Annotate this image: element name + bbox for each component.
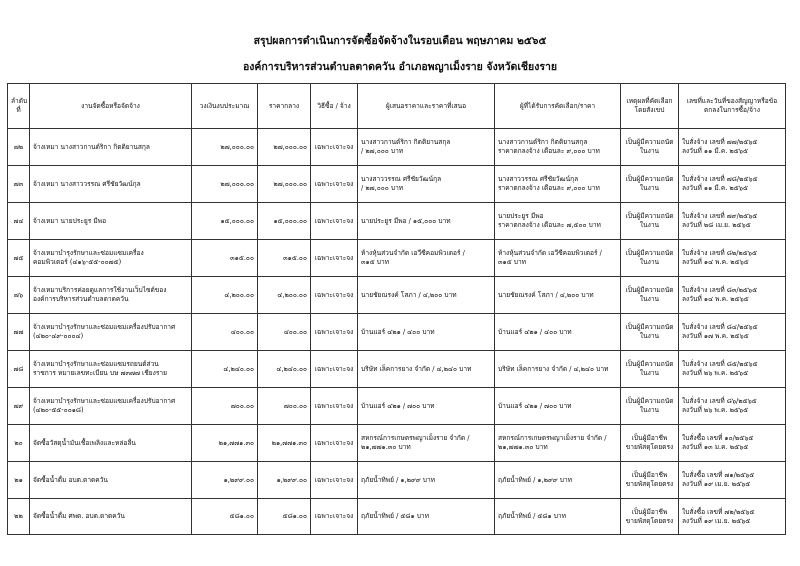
cell-winner — [495, 277, 621, 314]
cell-reason — [621, 425, 679, 462]
cell-no: ๗๘ — [8, 351, 30, 388]
cell-reason-line: ในงาน — [639, 221, 660, 229]
cell-contract-line: ใบสั่งจ้าง เลขที่ ๘๔/๒๕๖๕ — [682, 323, 758, 331]
cell-no: ๒๑ — [8, 462, 30, 499]
cell-item — [30, 166, 192, 203]
cell-bidders — [358, 129, 495, 166]
table-row — [8, 462, 786, 499]
cell-reason — [621, 314, 679, 351]
cell-item — [30, 425, 192, 462]
table-row — [8, 388, 786, 425]
cell-method: เฉพาะเจาะจง — [311, 129, 358, 166]
cell-winner-line: บ้านแอร์ ๔๒๑ / ๔๐๐ บาท — [498, 327, 572, 336]
cell-reason-line: เป็นผู้มีความถนัด — [625, 175, 674, 183]
cell-contract-line: ใบสั่งจ้าง เลขที่ ๗๗/๒๕๖๕ — [682, 138, 758, 146]
cell-reason — [621, 240, 679, 277]
cell-bidders — [358, 462, 495, 499]
cell-contract-line: ใบสั่งจ้าง เลขที่ ๘๕/๒๕๖๕ — [682, 360, 758, 368]
cell-winner — [495, 240, 621, 277]
cell-reason-line: เป็นผู้มีความถนัด — [625, 323, 674, 331]
cell-bidders-line: นายชัยณรงค์ โสภา / ๔,๒๐๐ บาท — [361, 290, 457, 299]
cell-item-line: (๔๒๐-๔๙-๐๐๐๔) — [33, 332, 84, 340]
cell-contract-line: ลงวันที่ ๑๑ มี.ค. ๒๕๖๕ — [682, 147, 748, 155]
cell-contract-line: ลงวันที่ ๑๓ ม.ค. ๒๕๖๕ — [682, 443, 749, 451]
cell-contract — [679, 351, 786, 388]
cell-bidders — [358, 203, 495, 240]
col-contract-header: เลขที่และวันที่ของสัญญาหรือข้อตกลงในการซื้อ/จ้าง — [679, 84, 786, 129]
cell-contract — [679, 277, 786, 314]
cell-budget: ๔,๒๐๐.๐๐ — [192, 277, 258, 314]
cell-bidders-line: นายประยูร มีพอ / ๑๕,๐๐๐ บาท — [361, 216, 451, 225]
cell-reason-line: เป็นผู้มีความถนัด — [625, 360, 674, 368]
cell-winner-line: บ้านแอร์ ๔๒๑ / ๗๐๐ บาท — [498, 401, 572, 410]
cell-item — [30, 351, 192, 388]
cell-winner-line: ๒๑,๗๗๑.๓๐ บาท — [498, 443, 548, 451]
cell-bidders — [358, 388, 495, 425]
table-row — [8, 425, 786, 462]
cell-reason-line: เป็นผู้มีความถนัด — [625, 138, 674, 146]
cell-reason-line: ในงาน — [639, 184, 660, 192]
cell-contract-line: ลงวันที่ ๑๗ พ.ค. ๒๕๖๕ — [682, 332, 749, 340]
cell-bidders-line: / ๒๗,๐๐๐ บาท — [361, 184, 404, 192]
cell-method: เฉพาะเจาะจง — [311, 351, 358, 388]
cell-item-line: จ้างเหมาบำรุงรักษาและซ่อมแซมเครื่องปรับอากาศ — [33, 397, 176, 405]
cell-contract-line: ลงวันที่ ๒๘ เม.ย. ๒๕๖๕ — [682, 221, 751, 229]
procurement-table — [7, 83, 786, 535]
cell-bidders-line: / ๒๗,๐๐๐ บาท — [361, 147, 404, 155]
table-row — [8, 277, 786, 314]
cell-method: เฉพาะเจาะจง — [311, 499, 358, 535]
cell-budget: ๕๘๑.๐๐ — [192, 499, 258, 535]
cell-item-line: จ้างเหมา นางสาวกานต์ริกา กิตติยานสกุล — [33, 142, 150, 151]
col-reason-header: เหตุผลที่คัดเลือกโดยสังเขป — [621, 84, 679, 129]
cell-reason-line: ในงาน — [639, 369, 660, 377]
cell-item — [30, 499, 192, 535]
cell-contract-line: ใบสั่งจ้าง เลขที่ ๘๖/๒๕๖๕ — [682, 397, 757, 405]
cell-winner-line: นางสาวกานต์ริกา กิตติยานสกุล — [498, 138, 588, 146]
cell-reason — [621, 499, 679, 535]
cell-winner — [495, 425, 621, 462]
cell-winner-line: สหกรณ์การเกษตรพญาเม็งราย จำกัด / — [498, 434, 607, 442]
cell-contract-line: ลงวันที่ ๒๖ พ.ค. ๒๕๖๕ — [682, 406, 749, 414]
cell-bidders-line: บ้านแอร์ ๔๒๑ / ๔๐๐ บาท — [361, 327, 435, 336]
cell-no: ๗๖ — [8, 277, 30, 314]
cell-item-line: จ้างเหมาบำรุงรักษาและซ่อมแซมรถยนต์ส่วน — [33, 360, 159, 368]
cell-reason — [621, 166, 679, 203]
cell-no: ๗๕ — [8, 240, 30, 277]
cell-winner-line: บริษัท เล็คการยาง จำกัด / ๔,๒๔๐ บาท — [498, 364, 609, 373]
cell-budget: ๒๗,๐๐๐.๐๐ — [192, 166, 258, 203]
cell-reason-line: ขายพัสดุโดยตรง — [625, 516, 674, 525]
cell-method: เฉพาะเจาะจง — [311, 277, 358, 314]
cell-contract — [679, 425, 786, 462]
cell-item-line: จ้างเหมา นายประยูร มีพอ — [33, 216, 107, 225]
cell-bidders — [358, 240, 495, 277]
cell-reason-line: ในงาน — [639, 332, 660, 340]
cell-reason-line: เป็นผู้มีอาชีพ — [631, 471, 668, 479]
cell-reason-line: ในงาน — [639, 258, 660, 266]
cell-item-line: (๔๒๐-๕๕-๐๐๑๘) — [33, 406, 84, 414]
cell-reason-line: ขายพัสดุโดยตรง — [625, 443, 674, 451]
cell-budget: ๒๑,๗๗๑.๓๐ — [192, 425, 258, 462]
cell-bidders-line: ๒๑,๗๗๑.๓๐ บาท — [361, 443, 411, 451]
cell-median: ๑,๒๙๙.๐๐ — [258, 462, 311, 499]
cell-item-line: องค์การบริหารส่วนตำบลตาดควัน — [33, 295, 129, 303]
table-row — [8, 499, 786, 535]
cell-reason-line: ขายพัสดุโดยตรง — [625, 480, 674, 488]
cell-winner-line: ราคาตกลงจ้าง เดือนละ ๙,๐๐๐ บาท — [498, 184, 600, 192]
table-row — [8, 129, 786, 166]
col-no-header: ลำดับที่ — [8, 84, 30, 129]
cell-budget: ๑,๒๙๙.๐๐ — [192, 462, 258, 499]
cell-contract — [679, 240, 786, 277]
cell-median: ๕๘๑.๐๐ — [258, 499, 311, 535]
cell-bidders-line: บ้านแอร์ ๔๒๑ / ๗๐๐ บาท — [361, 401, 435, 410]
cell-median: ๔,๒๐๐.๐๐ — [258, 277, 311, 314]
cell-item-line: ราชการ หมายเลขทะเบียน บษ ๗๓๗๗ เชียงราย — [33, 369, 167, 377]
cell-reason-line: เป็นผู้มีความถนัด — [625, 286, 674, 294]
cell-contract-line: ลงวันที่ ๒๖ พ.ค. ๒๕๖๕ — [682, 369, 749, 377]
cell-winner-line: ห้างหุ้นส่วนจำกัด เอวีซีคอมพิวเตอร์ / — [498, 249, 602, 257]
cell-budget: ๔๐๐.๐๐ — [192, 314, 258, 351]
cell-method: เฉพาะเจาะจง — [311, 203, 358, 240]
cell-contract-line: ใบสั่งจ้าง เลขที่ ๘๓/๒๕๖๕ — [682, 286, 758, 294]
cell-contract-line: ใบสั่งซื้อ เลขที่ ๗๒/๒๕๖๕ — [682, 507, 755, 516]
cell-item-line: จัดซื้อน้ำดื่ม ศพด. อบต.ตาดควัน — [33, 512, 125, 520]
cell-contract — [679, 203, 786, 240]
cell-winner-line: ราคาตกลงจ้าง เดือนละ ๗,๕๐๐ บาท — [498, 221, 601, 229]
cell-item — [30, 388, 192, 425]
table-row — [8, 203, 786, 240]
cell-winner-line: ๓๑๕ บาท — [498, 258, 527, 266]
cell-contract — [679, 129, 786, 166]
cell-budget: ๑๕,๐๐๐.๐๐ — [192, 203, 258, 240]
cell-reason — [621, 129, 679, 166]
cell-reason — [621, 388, 679, 425]
cell-item-line: จ้างเหมาบำรุงรักษาและซ่อมแซมเครื่องปรับอากาศ — [33, 323, 176, 331]
cell-winner — [495, 499, 621, 535]
table-row — [8, 314, 786, 351]
cell-reason — [621, 277, 679, 314]
table-header-row — [8, 84, 786, 129]
cell-winner-line: ฤภัยน้ำทิพย์ / ๑,๒๙๙ บาท — [498, 475, 572, 484]
cell-contract-line: ใบสั่งจ้าง เลขที่ ๘๒/๒๕๖๕ — [682, 249, 757, 257]
cell-contract-line: ลงวันที่ ๑๙ เม.ย. ๒๕๖๕ — [682, 516, 751, 525]
cell-bidders-line: นางสาววรรณ ศรีชัยวัฒน์กุล — [361, 175, 442, 183]
cell-contract-line: ใบสั่งซื้อ เลขที่ ๗๑/๒๕๖๕ — [682, 471, 755, 479]
cell-winner-line: นายชัยณรงค์ โสภา / ๔,๒๐๐ บาท — [498, 290, 594, 299]
cell-winner-line: นางสาววรรณ ศรีชัยวัฒน์กุล — [498, 175, 579, 183]
cell-bidders-line: ห้างหุ้นส่วนจำกัด เอวีซีคอมพิวเตอร์ / — [361, 249, 465, 257]
cell-reason-line: เป็นผู้มีอาชีพ — [631, 507, 668, 516]
cell-contract — [679, 462, 786, 499]
cell-bidders-line: ๓๑๕ บาท — [361, 258, 390, 266]
cell-item — [30, 203, 192, 240]
cell-contract — [679, 314, 786, 351]
cell-reason-line: เป็นผู้มีอาชีพ — [631, 434, 668, 442]
cell-reason — [621, 351, 679, 388]
cell-winner-line: ราคาตกลงจ้าง เดือนละ ๙,๐๐๐ บาท — [498, 147, 600, 155]
cell-contract-line: ใบสั่งจ้าง เลขที่ ๗๘/๒๕๖๕ — [682, 175, 758, 183]
cell-winner — [495, 462, 621, 499]
table-row — [8, 166, 786, 203]
cell-item-line: จ้างเหมาบริการค่อยดูแลการใช้งานเว็บไซต์ของ — [33, 286, 167, 294]
cell-no: ๗๗ — [8, 314, 30, 351]
cell-no: ๒๐ — [8, 425, 30, 462]
cell-bidders — [358, 314, 495, 351]
cell-budget: ๒๗,๐๐๐.๐๐ — [192, 129, 258, 166]
cell-item — [30, 314, 192, 351]
cell-bidders — [358, 351, 495, 388]
cell-median: ๒๑,๗๗๑.๓๐ — [258, 425, 311, 462]
cell-method: เฉพาะเจาะจง — [311, 462, 358, 499]
cell-method: เฉพาะเจาะจง — [311, 314, 358, 351]
cell-method: เฉพาะเจาะจง — [311, 425, 358, 462]
cell-median: ๓๑๕.๐๐ — [258, 240, 311, 277]
cell-winner — [495, 203, 621, 240]
cell-winner-line: นายประยูร มีพอ — [498, 212, 544, 220]
cell-median: ๗๐๐.๐๐ — [258, 388, 311, 425]
cell-item-line: จัดซื้อน้ำดื่ม อบต.ตาดควัน — [33, 475, 108, 484]
cell-budget: ๗๐๐.๐๐ — [192, 388, 258, 425]
col-winner-header: ผู้ที่ได้รับการคัดเลือก/ราคา — [495, 84, 621, 129]
cell-budget: ๓๑๕.๐๐ — [192, 240, 258, 277]
cell-median: ๑๕,๐๐๐.๐๐ — [258, 203, 311, 240]
col-bidders-header: ผู้เสนอราคาและราคาที่เสนอ — [358, 84, 495, 129]
cell-reason-line: ในงาน — [639, 295, 660, 303]
cell-item-line: จ้างเหมาบำรุงรักษาและซ่อมแซมเครื่อง — [33, 249, 144, 257]
document-subtitle: องค์การบริหารส่วนตำบลตาดควัน อำเภอพญาเม็งราย จังหวัดเชียงราย — [242, 61, 558, 73]
cell-winner — [495, 166, 621, 203]
cell-winner — [495, 314, 621, 351]
cell-item — [30, 277, 192, 314]
cell-bidders — [358, 166, 495, 203]
cell-bidders-line: ฤภัยน้ำทิพย์ / ๑,๒๙๙ บาท — [361, 475, 435, 484]
col-method-header: วิธีซื้อ / จ้าง — [311, 84, 358, 129]
cell-contract-line: ลงวันที่ ๑๑ มี.ค. ๒๕๖๕ — [682, 184, 748, 192]
cell-item — [30, 240, 192, 277]
col-median-header: ราคากลาง — [258, 84, 311, 129]
cell-budget: ๔,๒๔๐.๐๐ — [192, 351, 258, 388]
cell-contract-line: ใบสั่งซื้อ เลขที่ ๑๐/๒๕๖๕ — [682, 434, 754, 442]
cell-median: ๔,๒๔๐.๐๐ — [258, 351, 311, 388]
cell-reason-line: เป็นผู้มีความถนัด — [625, 397, 674, 405]
cell-winner — [495, 351, 621, 388]
cell-contract — [679, 499, 786, 535]
cell-no: ๗๓ — [8, 166, 30, 203]
cell-method: เฉพาะเจาะจง — [311, 240, 358, 277]
cell-bidders-line: ฤภัยน้ำทิพย์ / ๕๘๑ บาท — [361, 512, 429, 520]
cell-contract — [679, 166, 786, 203]
cell-bidders-line: บริษัท เล็คการยาง จำกัด / ๔,๒๔๐ บาท — [361, 364, 472, 373]
cell-method: เฉพาะเจาะจง — [311, 388, 358, 425]
cell-bidders-line: นางสาวกานต์ริกา กิตติยานสกุล — [361, 138, 451, 146]
cell-no: ๒๒ — [8, 499, 30, 535]
cell-no: ๗๒ — [8, 129, 30, 166]
cell-item-line: คอมพิวเตอร์ (๔๑๖-๕๕-๐๐๗๕) — [33, 258, 122, 266]
cell-median: ๒๗,๐๐๐.๐๐ — [258, 166, 311, 203]
cell-winner — [495, 388, 621, 425]
cell-contract-line: ลงวันที่ ๑๔ พ.ค. ๒๕๖๕ — [682, 295, 749, 303]
cell-item-line: จัดซื้อวัสดุน้ำมันเชื้อเพลิงและหล่อลื่น — [33, 438, 136, 447]
cell-item — [30, 462, 192, 499]
cell-reason-line: ในงาน — [639, 406, 660, 414]
cell-reason — [621, 462, 679, 499]
col-budget-header: วงเงินงบประมาณ — [192, 84, 258, 129]
cell-method: เฉพาะเจาะจง — [311, 166, 358, 203]
document-title: สรุปผลการดำเนินการจัดซื้อจัดจ้างในรอบเดือน พฤษภาคม ๒๕๖๕ — [253, 35, 547, 47]
cell-contract — [679, 388, 786, 425]
cell-reason — [621, 203, 679, 240]
cell-median: ๒๗,๐๐๐.๐๐ — [258, 129, 311, 166]
cell-median: ๔๐๐.๐๐ — [258, 314, 311, 351]
cell-reason-line: ในงาน — [639, 147, 660, 155]
cell-contract-line: ใบสั่งจ้าง เลขที่ ๗๙/๒๕๖๕ — [682, 212, 758, 220]
col-item-header: งานจัดซื้อหรือจัดจ้าง — [30, 84, 192, 129]
cell-winner-line: ฤภัยน้ำทิพย์ / ๕๘๑ บาท — [498, 512, 566, 520]
cell-item-line: จ้างเหมา นางสาววรรณ ศรีชัยวัฒน์กุล — [33, 179, 141, 188]
cell-no: ๗๔ — [8, 203, 30, 240]
table-body — [8, 129, 786, 535]
cell-no: ๗๙ — [8, 388, 30, 425]
cell-reason-line: เป็นผู้มีความถนัด — [625, 212, 674, 220]
cell-bidders — [358, 277, 495, 314]
cell-winner — [495, 129, 621, 166]
cell-item — [30, 129, 192, 166]
table-row — [8, 240, 786, 277]
cell-contract-line: ลงวันที่ ๑๙ เม.ย. ๒๕๖๕ — [682, 480, 751, 488]
cell-contract-line: ลงวันที่ ๑๔ พ.ค. ๒๕๖๕ — [682, 258, 749, 266]
cell-reason-line: เป็นผู้มีความถนัด — [625, 249, 674, 257]
table-row — [8, 351, 786, 388]
cell-bidders-line: สหกรณ์การเกษตรพญาเม็งราย จำกัด / — [361, 434, 470, 442]
cell-bidders — [358, 425, 495, 462]
cell-bidders — [358, 499, 495, 535]
